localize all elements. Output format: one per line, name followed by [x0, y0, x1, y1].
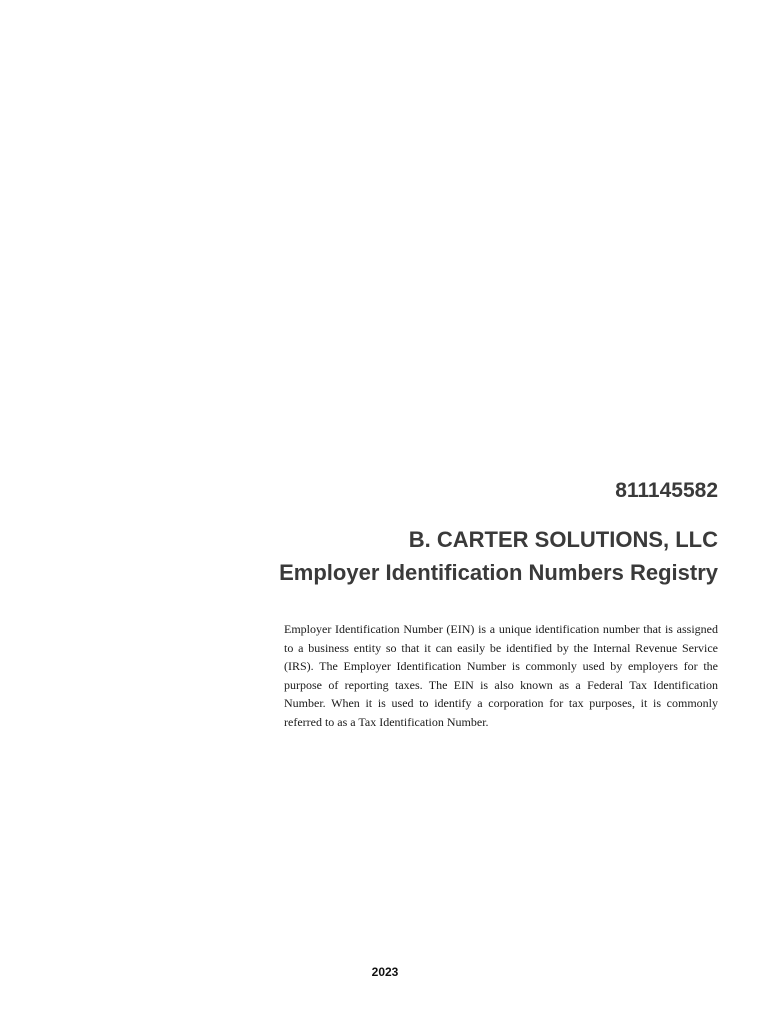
publication-year: 2023	[371, 965, 399, 979]
ein-number: 811145582	[615, 479, 718, 502]
company-name: B. CARTER SOLUTIONS, LLC	[408, 527, 718, 552]
registry-title: Employer Identification Numbers Registry	[279, 560, 718, 585]
ein-description-paragraph: Employer Identification Number (EIN) is a unique identification number that is assigned to a business entity so that it can easily be identified by the Internal Revenue Service (IRS). The Employer Identification Number is commonly used by employers for the purpose of reporting taxes. The EIN is also known as a Federal Tax Identification Number. When it is used to identify a corporation for tax purposes, it is commonly referred to as a Tax Identification Number.	[284, 622, 718, 729]
